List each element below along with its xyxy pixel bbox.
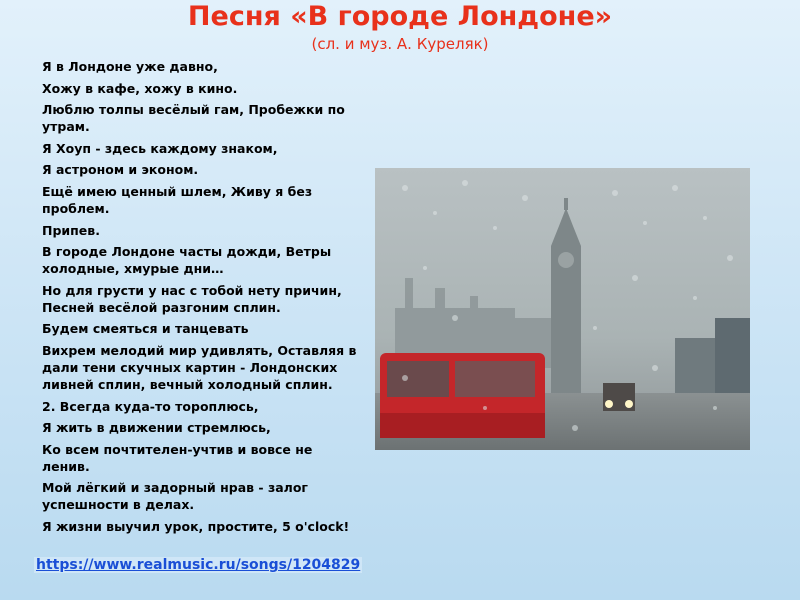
lyrics-line: Я астроном и эконом. bbox=[42, 162, 199, 178]
lyrics-line: Я жизни выучил урок, простите, 5 o'clock! bbox=[42, 518, 350, 534]
lyrics-line: 2. Всегда куда-то тороплюсь, bbox=[42, 398, 259, 414]
source-link[interactable]: https://www.realmusic.ru/songs/1204829 bbox=[36, 557, 361, 573]
lyrics-line: Я Хоуп - здесь каждому знаком, bbox=[42, 140, 278, 156]
lyrics-line: Вихрем мелодий мир удивлять, Оставляя в дали тени скучных картин - Лондонских ливней сплин, вечный холодный сплин. bbox=[42, 342, 357, 392]
red-bus bbox=[380, 353, 545, 438]
lyrics-line: Будем смеяться и танцевать bbox=[42, 321, 249, 337]
lyrics-line: Хожу в кафе, хожу в кино. bbox=[42, 80, 238, 96]
lyrics-line: Я в Лондоне уже давно, bbox=[42, 59, 218, 74]
car bbox=[603, 383, 635, 411]
lyrics-line: В городе Лондоне часты дожди, Ветры холодные, хмурые дни… bbox=[42, 244, 332, 277]
lyrics-line: Я жить в движении стремлюсь, bbox=[42, 420, 271, 436]
lyrics-line: Ко всем почтителен-учтив и вовсе не ленив. bbox=[42, 441, 313, 474]
lyrics-line: Но для грусти у нас с тобой нету причин, Песней весёлой разгоним сплин. bbox=[42, 282, 342, 315]
page-title: Песня «В городе Лондоне» bbox=[187, 1, 613, 32]
rainy-london-illustration bbox=[375, 168, 750, 450]
lyrics-line: Люблю толпы весёлый гам, Пробежки по утрам. bbox=[42, 102, 345, 135]
lyrics-line: Ещё имею ценный шлем, Живу я без проблем. bbox=[42, 183, 313, 216]
lyrics-line: Мой лёгкий и задорный нрав - залог успешности в делах. bbox=[42, 480, 308, 513]
rainy-london-photo bbox=[375, 168, 750, 450]
page-subtitle: (сл. и муз. А. Куреляк) bbox=[311, 35, 489, 53]
lyrics-text bbox=[42, 58, 362, 540]
lyrics-line: Припев. bbox=[42, 222, 100, 238]
